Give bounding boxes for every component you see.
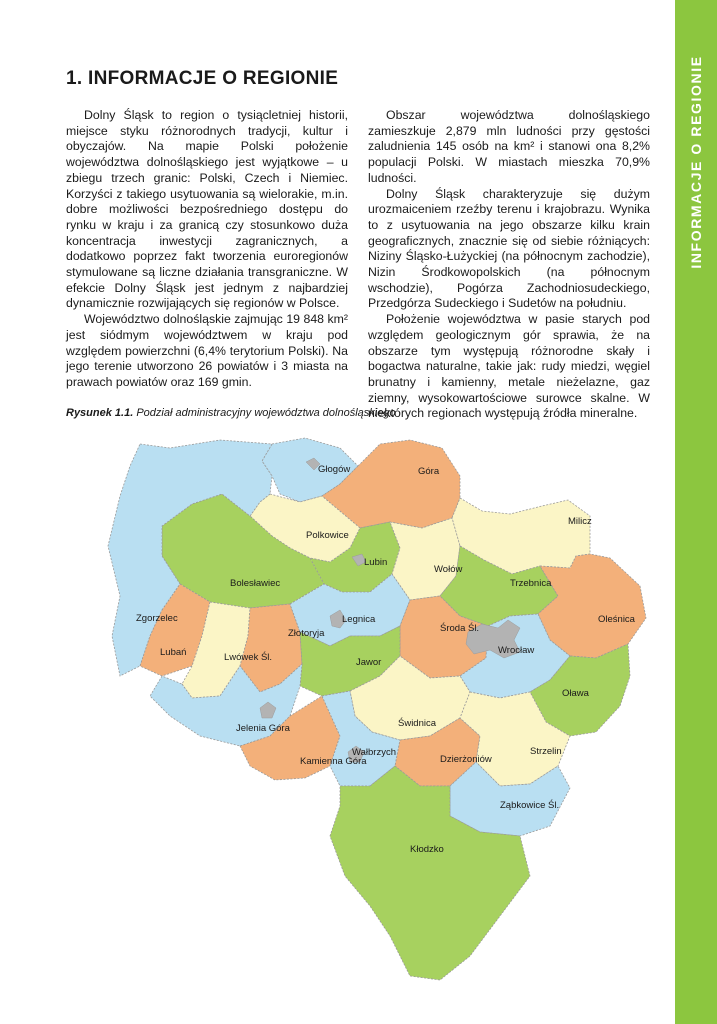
figure-title: Podział administracyjny województwa dolnośląskiego [136,407,396,419]
district-label-boleslawiec: Bolesławiec [230,578,281,589]
district-label-olawa: Oława [562,688,589,699]
district-label-wolow: Wołów [434,564,463,575]
district-label-sroda: Środa Śl. [440,623,480,634]
left-column [66,108,348,391]
district-label-jawor: Jawor [356,657,382,668]
figure-caption [66,407,396,419]
district-label-legnica: Legnica [342,614,376,625]
district-label-kamienna: Kamienna Góra [300,756,367,767]
district-label-lwowek: Lwówek Śl. [224,652,273,663]
district-label-klodzko: Kłodzko [410,844,444,855]
paragraph: Województwo dolnośląskie zajmując 19 848 km² jest siódmym województwem w kraju pod względem powierzchni (6,4% terytorium Polski). Na jego terenie utworzono 26 powiatów i 3 miasta na prawach powiatów oraz 169 gmin. [66,312,348,389]
district-olesnica [538,554,646,658]
district-label-zgorzelec: Zgorzelec [136,613,178,624]
district-label-olesnica: Oleśnica [598,614,635,625]
district-label-zabkowice: Ząbkowice Śl. [500,800,560,811]
district-label-zlotoryja: Złotoryja [288,628,325,639]
district-map [100,436,660,986]
district-label-milicz: Milicz [568,516,592,527]
district-label-wroclaw: Wrocław [498,645,535,656]
district-label-dzierzoniow: Dzierżoniów [440,754,492,765]
district-label-strzelin: Strzelin [530,746,562,757]
district-label-luban: Lubań [160,647,187,658]
district-label-gora: Góra [418,466,440,477]
page-title: 1. INFORMACJE O REGIONIE [66,68,339,89]
district-map-svg [100,436,660,986]
district-label-jelenia: Jelenia Góra [236,723,290,734]
paragraph: Obszar województwa dolnośląskiego zamieszkuje 2,879 mln ludności przy gęstości zaludnienia 145 osób na km² i stanowi ona 8,2% populacji Polski. W miastach mieszka 70,9% ludności. [368,108,650,185]
district-label-lubin: Lubin [364,557,388,568]
district-label-walbrzych: Wałbrzych [352,747,396,758]
paragraph: Położenie województwa w pasie starych pod względem geologicznym gór sprawia, że na obszarze tym występują różnorodne skały i bogactwa naturalne, takie jak: rudy miedzi, węgiel brunatny i kamienny, metale nieżelazne, gaz ziemny, wysokowartościowe surowce skalne. W niektórych regionach występują źródła mineralne. [368,312,650,421]
paragraph: Dolny Śląsk charakteryzuje się dużym urozmaiceniem rzeźby terenu i krajobrazu. Wynika to z usytuowania na jego obszarze kilku krain geograficznych, znacznie się od siebie różniących: Niziny Śląsko-Łużyckiej (na północnym zachodzie), Nizin Środkowopolskich (na północnym wschodzie), Pogórza Zachodniosudeckiego, Przedgórza Sudeckiego i Sudetów na południu. [368,186,650,311]
paragraph: Dolny Śląsk to region o tysiącletniej historii, miejsce styku różnorodnych tradycji, kultur i obyczajów. Na mapie Polski położenie województwa dolnośląskiego jest wyjątkowe – u zbiegu trzech granic: Polski, Czech i Niemiec. Korzyści z takiego usytuowania są wielorakie, m.in. dobre możliwości bezpośredniego dostępu do rynku w kraju i za granicą czy stosunkowo duża koncentracja inwestycji zagranicznych, a dodatkowo poprzez fakt tworzenia euroregionów stymulowane są liczne działania transgraniczne. W efekcie Dolny Śląsk jest jednym z najbardziej dynamicznie rozwijających się regionów w Polsce. [66,108,348,311]
district-label-glogow: Głogów [318,464,351,475]
district-label-swidnica: Świdnica [398,718,437,729]
side-tab-label: INFORMACJE O REGIONIE [688,55,704,269]
district-label-trzebnica: Trzebnica [510,578,552,589]
district-label-polkowice: Polkowice [306,530,349,541]
right-column [368,108,650,422]
figure-number: Rysunek 1.1. [66,407,134,419]
